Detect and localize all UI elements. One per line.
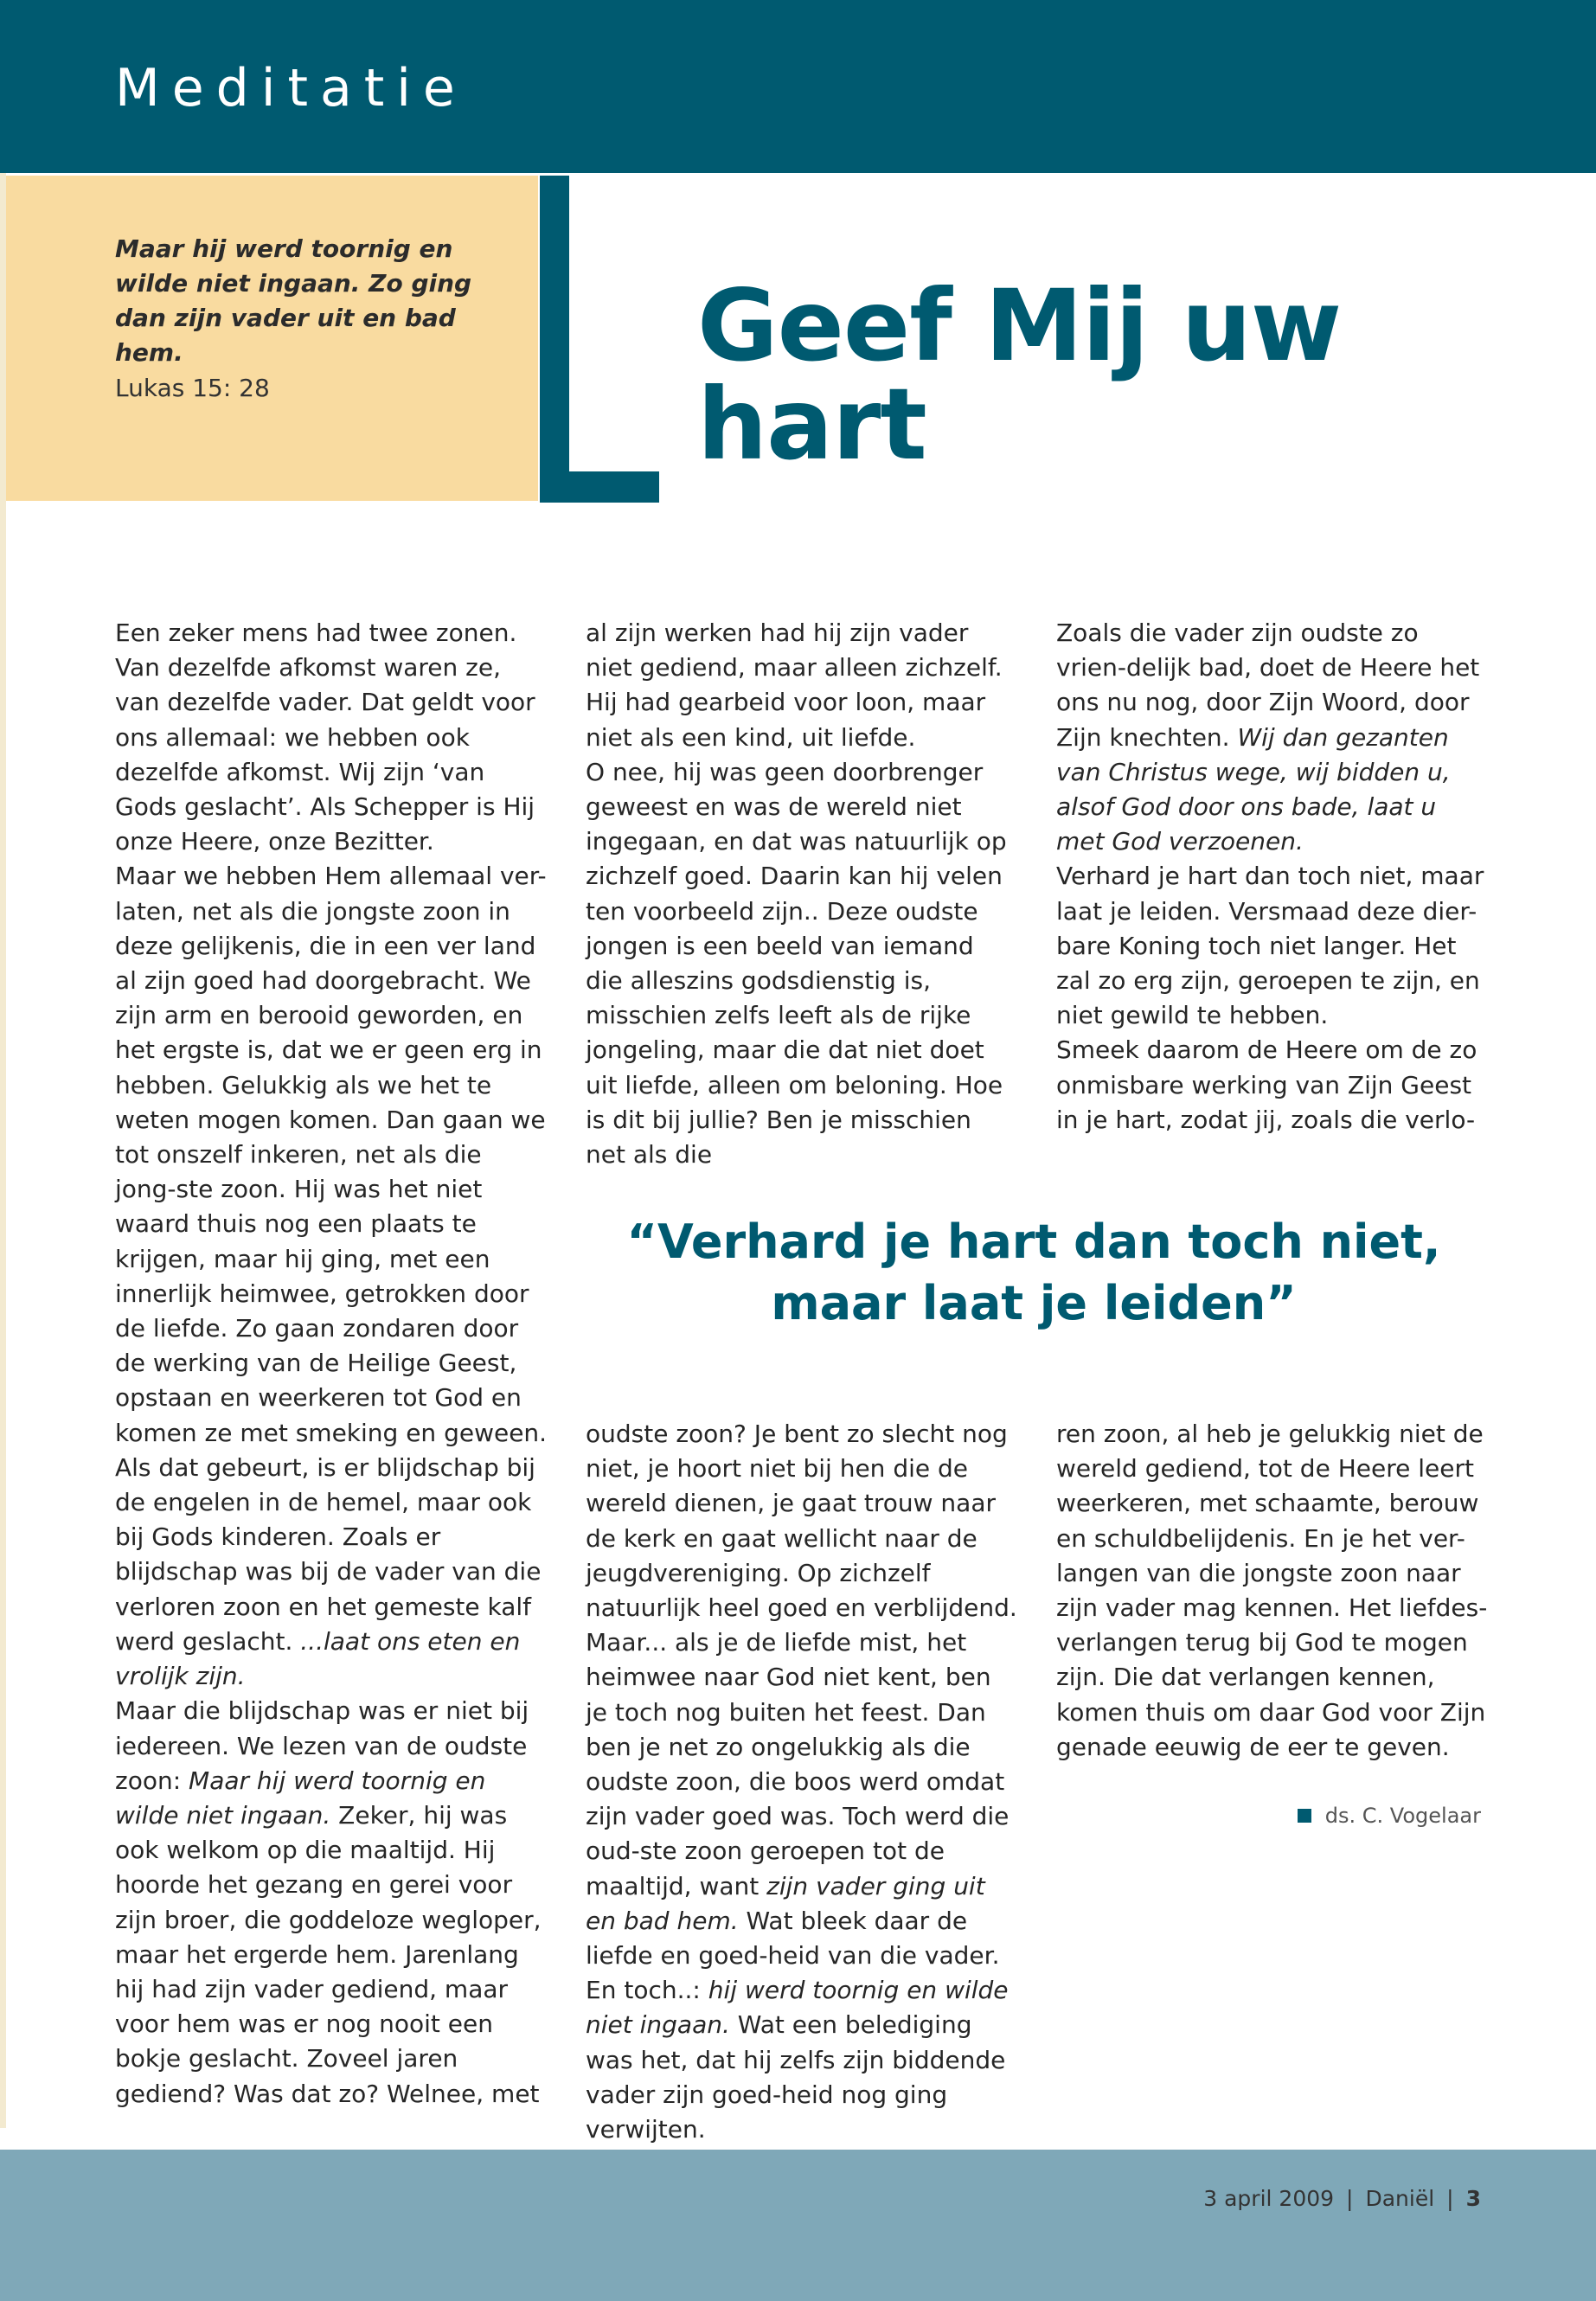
issue-date: 3 april 2009 <box>1203 2186 1335 2211</box>
paragraph: Maar we hebben Hem allemaal ver-laten, net als die jongste zoon in deze gelijkenis, die in een ver land al zijn goed had doorgebracht. We zijn arm en berooid geworden, en het ergste is, dat we er geen erg in hebben. Gelukkig als we het te weten mogen komen. Dan gaan we tot onszelf inkeren, net als die jong-ste zoon. Hij was het niet waard thuis nog een plaats te krijgen, maar hij ging, met een innerlijk heimwee, getrokken door de liefde. Zo gaan zondaren door de werking van de Heilige Geest, opstaan en weerkeren tot God en komen ze met smeking en geween. Als dat gebeurt, is er blijdschap bij de engelen in de hemel, maar ook bij Gods kinderen. Zoals er blijdschap was bij de vader van die verloren zoon en het gemeste kalf werd geslacht. ...laat ons eten en vrolijk zijn. <box>115 862 548 1691</box>
section-title: Meditatie <box>115 58 467 119</box>
paragraph: Verhard je hart dan toch niet, maar laat je leiden. Versmaad deze dier-bare Koning toch niet langer. Het zal zo erg zijn, geroepen te zijn, en niet gewild te hebben. <box>1056 862 1484 1030</box>
paragraph: O nee, hij was geen doorbrenger geweest en was de wereld niet ingegaan, en dat was natuurlijk op zichzelf goed. Daarin kan hij velen ten voorbeeld zijn.. Deze oudste jongen is een beeld van iemand die alleszins godsdienstig is, misschien zelfs leeft als de rijke jongeling, maar die dat niet doet uit liefde, alleen om beloning. Hoe is dit bij jullie? Ben je misschien net als die <box>586 757 1007 1170</box>
scripture-reference: Lukas 15: 28 <box>115 374 270 402</box>
square-bullet-icon <box>1298 1809 1311 1823</box>
pull-quote-line-1: “Verhard je hart dan toch niet, <box>626 1215 1441 1269</box>
publication-name: Daniël <box>1365 2186 1435 2211</box>
bracket-vertical <box>540 176 569 503</box>
column-3-top <box>1056 616 1489 1138</box>
pull-quote-line-2: maar laat je leiden” <box>771 1276 1297 1330</box>
author-name: ds. C. Vogelaar <box>1324 1804 1481 1828</box>
paragraph: oudste zoon? Je bent zo slecht nog niet, je hoort niet bij hen die de wereld dienen, je gaat trouw naar de kerk en gaat wellicht naar de jeugdvereniging. Op zichzelf natuurlijk heel goed en verblijdend. Maar... als je de liefde mist, het heimwee naar God niet kent, ben je toch nog buiten het feest. Dan ben je net zo ongelukkig als die oudste zoon, die boos werd omdat zijn vader goed was. Toch werd die oud-ste zoon geroepen tot de maaltijd, want zijn vader ging uit en bad hem. Wat bleek daar de liefde en goed-heid van die vader. En toch..: hij werd toornig en wilde niet ingaan. Wat een belediging was het, dat hij zelfs zijn biddende vader zijn goed-heid nog ging verwijten. <box>586 1420 1017 2144</box>
footer-separator: | <box>1446 2186 1454 2211</box>
paragraph: Zoals die vader zijn oudste zo vrien-delijk bad, doet de Heere het ons nu nog, door Zijn Woord, door Zijn knechten. Wij dan gezanten van Christus wege, wij bidden u, alsof God door ons bade, laat u met God verzoenen. <box>1056 619 1480 856</box>
author-signature <box>1298 1801 1481 1830</box>
paragraph: ren zoon, al heb je gelukkig niet de wereld gediend, tot de Heere leert weerkeren, met schaamte, berouw en schuldbelijdenis. En je het ver-langen van die jongste zoon naar zijn vader mag kennen. Het liefdes-verlangen terug bij God te mogen zijn. Die dat verlangen kennen, komen thuis om daar God voor Zijn genade eeuwig de eer te geven. <box>1056 1420 1488 1761</box>
article-headline: Geef Mij uw hart <box>697 268 1342 482</box>
paragraph: Een zeker mens had twee zonen. Van dezelfde afkomst waren ze, van dezelfde vader. Dat geldt voor ons allemaal: we hebben ook dezelfde afkomst. Wij zijn ‘van Gods geslacht’. Als Schepper is Hij onze Heere, onze Bezitter. <box>115 619 535 856</box>
bracket-horizontal <box>540 471 659 503</box>
column-2-bottom <box>586 1417 1018 2147</box>
paragraph: al zijn werken had hij zijn vader niet gediend, maar alleen zichzelf. Hij had gearbeid voor loon, maar niet als een kind, uit liefde. <box>586 619 1003 752</box>
scripture-quote: Maar hij werd toornig en wilde niet ingaan. Zo ging dan zijn vader uit en bad hem. <box>115 234 472 367</box>
paragraph: Maar die blijdschap was er niet bij iedereen. We lezen van de oudste zoon: Maar hij werd toornig en wilde niet ingaan. Zeker, hij was ook welkom op die maaltijd. Hij hoorde het gezang en gerei voor zijn broer, die goddeloze wegloper, maar het ergerde hem. Jarenlang hij had zijn vader gediend, maar voor hem was er nog nooit een bokje geslacht. Zoveel jaren gediend? Was dat zo? Welnee, met <box>115 1696 542 2108</box>
left-rule <box>0 173 6 2128</box>
footer-band <box>0 2150 1596 2301</box>
page-number: 3 <box>1465 2186 1481 2211</box>
page-footer <box>1203 2186 1481 2212</box>
footer-separator: | <box>1346 2186 1354 2211</box>
column-3-bottom <box>1056 1417 1489 1765</box>
pull-quote <box>606 1211 1462 1334</box>
paragraph: Smeek daarom de Heere om de zo onmisbare werking van Zijn Geest in je hart, zodat jij, zoals die verlo- <box>1056 1035 1477 1134</box>
column-1 <box>115 616 548 2112</box>
column-2-top <box>586 616 1018 1172</box>
